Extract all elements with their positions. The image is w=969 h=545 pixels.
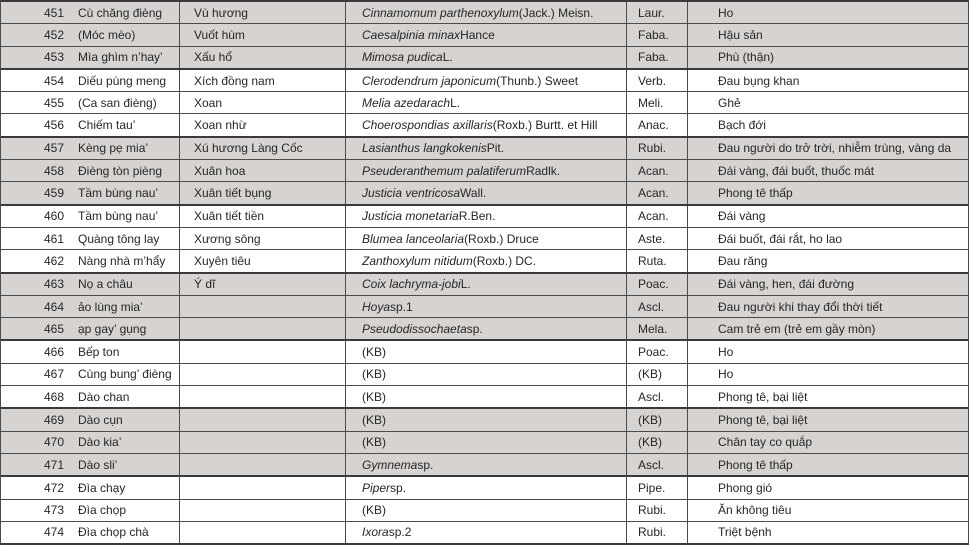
table-row [1,182,968,205]
local-name-cell: Chiếm tau’ [78,118,136,133]
scientific-name: Justicia ventricosa [362,186,461,201]
table-row [1,432,968,454]
scientific-name-cell [345,228,626,249]
scientific-name-cell [345,432,626,453]
local-name-cell: Kèng pẹ mia’ [78,141,149,156]
row-number-cell: 455 [43,95,64,110]
viet-name-cell: Xương sông [179,228,345,249]
use-cell: Đái vàng, đái buốt, thuốc mát [687,160,968,181]
local-name-cell: Nọ a châu [78,277,133,292]
local-name-cell: Cù chăng đièng [78,5,163,20]
family-cell: Rubi. [626,522,687,543]
use-cell: Ho [687,2,968,23]
local-name-cell: Mìa ghìm n’hay’ [78,50,163,65]
author-name: sp. [466,321,483,336]
scientific-name: Clerodendrum japonicum [362,73,497,88]
scientific-name-cell [345,500,626,521]
table-row [1,47,968,70]
table-row [1,2,968,24]
family-cell: Rubi. [626,500,687,521]
row-number-cell: 469 [43,412,64,427]
use-cell: Đau răng [687,250,968,271]
author-name: (Thunb.) Sweet [496,73,579,88]
scientific-name: Piper [362,480,391,495]
viet-name-cell [179,341,345,362]
family-cell: (KB) [626,432,687,453]
use-cell: Đau người khi thay đổi thời tiết [687,296,968,317]
scientific-name-cell [345,250,626,271]
local-name-cell: Đièng tòn pièng [78,163,163,178]
row-number-cell: 466 [43,345,64,360]
local-name-cell: Đìa chạy [78,480,126,495]
viet-name-cell: Xuân tiết tiền [179,206,345,227]
author-name: (Roxb.) DC. [472,253,537,268]
author-name: (KB) [362,345,386,360]
table-row [1,228,968,250]
scientific-name-cell [345,274,626,295]
local-name-cell: Đìa chọp chà [78,525,149,540]
scientific-name: Hoya [362,299,391,314]
local-name-cell: Dào chan [78,389,130,404]
row-number-cell: 473 [43,503,64,518]
row-number-cell: 470 [43,435,64,450]
family-cell: Faba. [626,24,687,45]
scientific-name-cell [345,92,626,113]
viet-name-cell: Xấu hổ [179,47,345,68]
scientific-name: Coix lachryma-jobi [362,277,461,292]
row-number-cell: 472 [43,480,64,495]
scientific-name-cell [345,138,626,159]
table-row [1,318,968,341]
local-name-cell: (Móc mèo) [78,27,136,42]
family-cell: Faba. [626,47,687,68]
author-name: Pit. [486,141,505,156]
local-name-cell: Nàng nhà m’hẩy [78,253,166,268]
row-number-cell: 467 [43,367,64,382]
table-row [1,92,968,114]
local-name-cell: Quàng tông lay [78,231,160,246]
family-cell: Acan. [626,206,687,227]
scientific-name-cell [345,341,626,362]
scientific-name-cell [345,114,626,135]
scientific-name-cell [345,364,626,385]
author-name: (Roxb.) Druce [464,231,539,246]
viet-name-cell [179,364,345,385]
viet-name-cell: Xú hương Làng Cốc [179,138,345,159]
local-name-cell: Dào cụn [78,412,123,427]
use-cell: Đau người do trở trời, nhiễm trùng, vàng da [687,138,968,159]
viet-name-cell: Xuyên tiêu [179,250,345,271]
table-row [1,274,968,296]
family-cell: Rubi. [626,138,687,159]
use-cell: Đái vàng [687,206,968,227]
use-cell: Phù (thận) [687,47,968,68]
scientific-name-cell [345,70,626,91]
row-number-cell: 465 [43,321,64,336]
scientific-name: Mimosa pudica [362,50,443,65]
family-cell: Verb. [626,70,687,91]
local-name-cell: Đìa chọp [78,503,127,518]
local-name-cell: Dào kia’ [78,435,122,450]
local-name-cell: ạp gay’ gụng [78,321,147,336]
table-row [1,341,968,363]
row-number-cell: 459 [43,186,64,201]
use-cell: Bạch đới [687,114,968,135]
use-cell: Ghẻ [687,92,968,113]
use-cell: Đái buốt, đái rắt, ho lao [687,228,968,249]
scientific-name-cell [345,296,626,317]
scientific-name-cell [345,47,626,68]
family-cell: Ascl. [626,386,687,407]
local-name-cell: Bếp ton [78,345,120,360]
local-name-cell: (Ca san đièng) [78,95,157,110]
local-name-cell: Diếu pùng meng [78,73,167,88]
family-cell: Acan. [626,160,687,181]
table-row [1,522,968,545]
scientific-name-cell [345,454,626,475]
author-name: L. [450,95,461,110]
viet-name-cell: Xích đồng nam [179,70,345,91]
viet-name-cell [179,454,345,475]
viet-name-cell [179,409,345,430]
author-name: Radlk. [526,163,561,178]
author-name: (KB) [362,435,386,450]
family-cell: Laur. [626,2,687,23]
row-number-cell: 458 [43,163,64,178]
scientific-name-cell [345,522,626,543]
family-cell: Meli. [626,92,687,113]
table-row [1,206,968,228]
author-name: (Jack.) Meisn. [518,5,594,20]
author-name: (KB) [362,503,386,518]
scientific-name: Justicia monetaria [362,209,459,224]
scientific-name: Zanthoxylum nitidum [362,253,473,268]
table-row [1,500,968,522]
table-row [1,138,968,160]
use-cell: Đau bụng khan [687,70,968,91]
family-cell: Acan. [626,182,687,203]
viet-name-cell [179,386,345,407]
family-cell: Poac. [626,341,687,362]
scientific-name: Gymnema [362,457,418,472]
scientific-name: Blumea lanceolaria [362,231,465,246]
use-cell: Ho [687,341,968,362]
table-row [1,114,968,137]
author-name: R.Ben. [458,209,496,224]
author-name: Hance [460,27,495,42]
family-cell: Ascl. [626,454,687,475]
author-name: Wall. [460,186,487,201]
author-name: sp.1 [390,299,413,314]
table-row [1,24,968,46]
viet-name-cell [179,318,345,339]
row-number-cell: 453 [43,50,64,65]
author-name: (KB) [362,367,386,382]
row-number-cell: 452 [43,27,64,42]
use-cell: Phong gió [687,477,968,498]
row-number-cell: 464 [43,299,64,314]
local-name-cell: ảo lùng mia’ [78,299,143,314]
row-number-cell: 454 [43,73,64,88]
row-number-cell: 471 [43,457,64,472]
author-name: (KB) [362,412,386,427]
use-cell: Phong tê thấp [687,454,968,475]
scientific-name: Ixora [362,525,389,540]
scientific-name-cell [345,182,626,203]
author-name: sp. [417,457,434,472]
viet-name-cell: Xuân hoa [179,160,345,181]
local-name-cell: Cùng bung’ đièng [78,367,172,382]
row-number-cell: 451 [43,5,64,20]
author-name: L. [460,277,471,292]
use-cell: Ăn không tiêu [687,500,968,521]
local-name-cell: Dào sli’ [78,457,118,472]
family-cell: Ascl. [626,296,687,317]
table-row [1,386,968,409]
scientific-name: Cinnamomum parthenoxylum [362,5,519,20]
scientific-name-cell [345,386,626,407]
viet-name-cell [179,296,345,317]
scientific-name: Lasianthus langkokenis [362,141,487,156]
use-cell: Chân tay co quắp [687,432,968,453]
scientific-name: Caesalpinia minax [362,27,461,42]
viet-name-cell [179,522,345,543]
viet-name-cell [179,432,345,453]
use-cell: Ho [687,364,968,385]
table-row [1,296,968,318]
family-cell: Mela. [626,318,687,339]
table-row [1,160,968,182]
viet-name-cell: Vù hương [179,2,345,23]
scientific-name-cell [345,206,626,227]
family-cell: Ruta. [626,250,687,271]
use-cell: Triệt bệnh [687,522,968,543]
use-cell: Đái vàng, hen, đái đường [687,274,968,295]
scientific-name-cell [345,24,626,45]
table-row [1,477,968,499]
use-cell: Hậu sản [687,24,968,45]
local-name-cell: Tầm bùng nau’ [78,209,159,224]
family-cell: (KB) [626,409,687,430]
use-cell: Phong tê, bại liệt [687,386,968,407]
family-cell: Poac. [626,274,687,295]
use-cell: Cam trẻ em (trẻ em gầy mòn) [687,318,968,339]
table-row [1,250,968,273]
table-row [1,409,968,431]
viet-name-cell: Vuốt hùm [179,24,345,45]
viet-name-cell: Xoan nhừ [179,114,345,135]
viet-name-cell: Xuân tiết bụng [179,182,345,203]
viet-name-cell: Xoan [179,92,345,113]
row-number-cell: 462 [43,253,64,268]
row-number-cell: 468 [43,389,64,404]
row-number-cell: 474 [43,525,64,540]
table-row [1,364,968,386]
row-number-cell: 463 [43,277,64,292]
use-cell: Phong tê, bại liệt [687,409,968,430]
scientific-name-cell [345,409,626,430]
family-cell: Anac. [626,114,687,135]
row-number-cell: 461 [43,231,64,246]
family-cell: Aste. [626,228,687,249]
family-cell: Pipe. [626,477,687,498]
row-number-cell: 456 [43,118,64,133]
table-row [1,70,968,92]
scientific-name-cell [345,2,626,23]
author-name: L. [442,50,453,65]
author-name: (KB) [362,389,386,404]
scientific-name-cell [345,318,626,339]
viet-name-cell [179,477,345,498]
author-name: sp. [390,480,407,495]
scientific-name-cell [345,160,626,181]
local-name-cell: Tầm bùng nau’ [78,186,159,201]
author-name: sp.2 [388,525,412,540]
viet-name-cell [179,500,345,521]
scientific-name: Choerospondias axillaris [362,118,493,133]
scientific-name: Pseudodissochaeta [362,321,467,336]
author-name: (Roxb.) Burtt. et Hill [492,118,598,133]
scientific-name: Pseuderanthemum palatiferum [362,163,527,178]
family-cell: (KB) [626,364,687,385]
row-number-cell: 457 [43,141,64,156]
row-number-cell: 460 [43,209,64,224]
scientific-name-cell [345,477,626,498]
viet-name-cell: Ý dĩ [179,274,345,295]
table-row [1,454,968,477]
scientific-name: Melia azedarach [362,95,451,110]
use-cell: Phong tê thấp [687,182,968,203]
